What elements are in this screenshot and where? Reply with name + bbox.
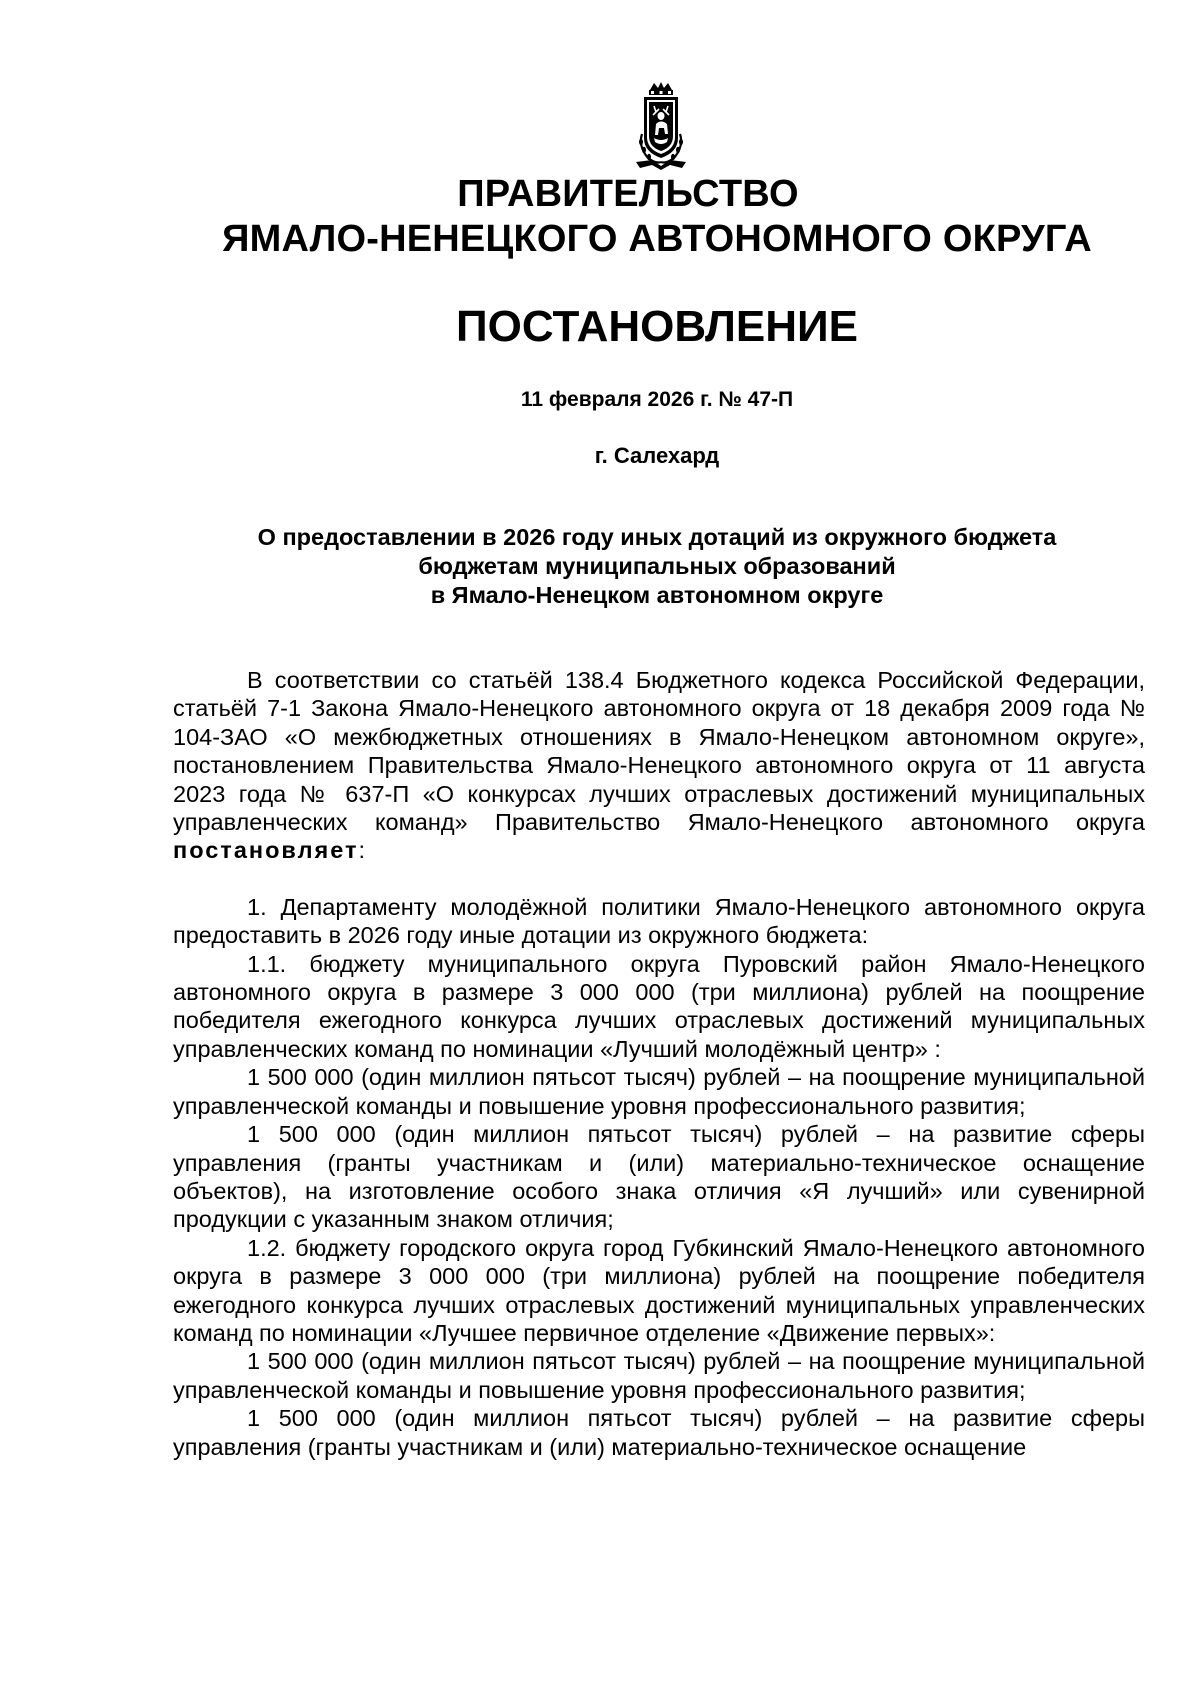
body-paragraph: 1.1. бюджету муниципального округа Пуровский район Ямало-Ненецкого автономного округа в размере 3 000 000 (три миллиона) рублей на поощрение победителя ежегодного конкурса лучших отраслевых достижений муниципальных управленческих команд по номинации «Лучший молодёжный центр» :	[173, 950, 1145, 1062]
preamble-paragraph	[173, 666, 1145, 865]
document-body	[173, 666, 1145, 1461]
preamble-text: В соответствии со статьёй 138.4 Бюджетного кодекса Российской Федерации, статьёй 7-1 Закона Ямало-Ненецкого автономного округа от 18 декабря 2009 года № 104-ЗАО «О межбюджетных отношениях в Ямало-Ненецком автономном округе», постановлением Правительства Ямало-Ненецкого автономного округа от 11 августа 2023 года № 637-П «О конкурсах лучших отраслевых достижений муниципальных управленческих команд» Правительство Ямало-Ненецкого автономного округа	[173, 667, 1145, 836]
body-paragraph: 1. Департаменту молодёжной политики Ямало-Ненецкого автономного округа предоставить в 2026 году иные дотации из окружного бюджета:	[173, 893, 1145, 949]
subject-line-2: бюджетам муниципальных образований	[418, 553, 896, 579]
document-subject	[57, 523, 1200, 610]
subject-line-1: О предоставлении в 2026 году иных дотаций из окружного бюджета	[257, 524, 1057, 550]
body-paragraph: 1 500 000 (один миллион пятьсот тысяч) рублей – на поощрение муниципальной управленческой команды и повышение уровня профессионального развития;	[173, 1064, 1145, 1119]
preamble-keyword: постановляет	[173, 837, 359, 864]
document-date-number: 11 февраля 2026 г. № 47-П	[520, 388, 794, 411]
document-type-heading: ПОСТАНОВЛЕНИЕ	[455, 302, 859, 351]
document-city: г. Салехард	[594, 443, 720, 468]
subject-line-3: в Ямало-Ненецком автономном округе	[430, 582, 884, 608]
coat-of-arms-emblem	[632, 82, 690, 170]
preamble-end: :	[358, 837, 366, 864]
organization-title-line-1: ПРАВИТЕЛЬСТВО	[457, 173, 799, 215]
body-paragraph: 1 500 000 (один миллион пятьсот тысяч) рублей – на развитие сферы управления (гранты участникам и (или) материально-техническое оснащение объектов), на изготовление особого знака отличия «Я лучший» или сувенирной продукции с указанным знаком отличия;	[173, 1121, 1145, 1233]
body-paragraph: 1 500 000 (один миллион пятьсот тысяч) рублей – на поощрение муниципальной управленческой команды и повышение уровня профессионального развития;	[173, 1348, 1145, 1403]
body-paragraph: 1.2. бюджету городского округа город Губкинский Ямало-Ненецкого автономного округа в размере 3 000 000 (три миллиона) рублей на поощрение победителя ежегодного конкурса лучших отраслевых достижений муниципальных управленческих команд по номинации «Лучшее первичное отделение «Движение первых»:	[173, 1234, 1145, 1346]
organization-title-line-2: ЯМАЛО-НЕНЕЦКОГО АВТОНОМНОГО ОКРУГА	[222, 218, 1092, 260]
body-paragraph: 1 500 000 (один миллион пятьсот тысяч) рублей – на развитие сферы управления (гранты участникам и (или) материально-техническое оснащение	[173, 1405, 1145, 1460]
